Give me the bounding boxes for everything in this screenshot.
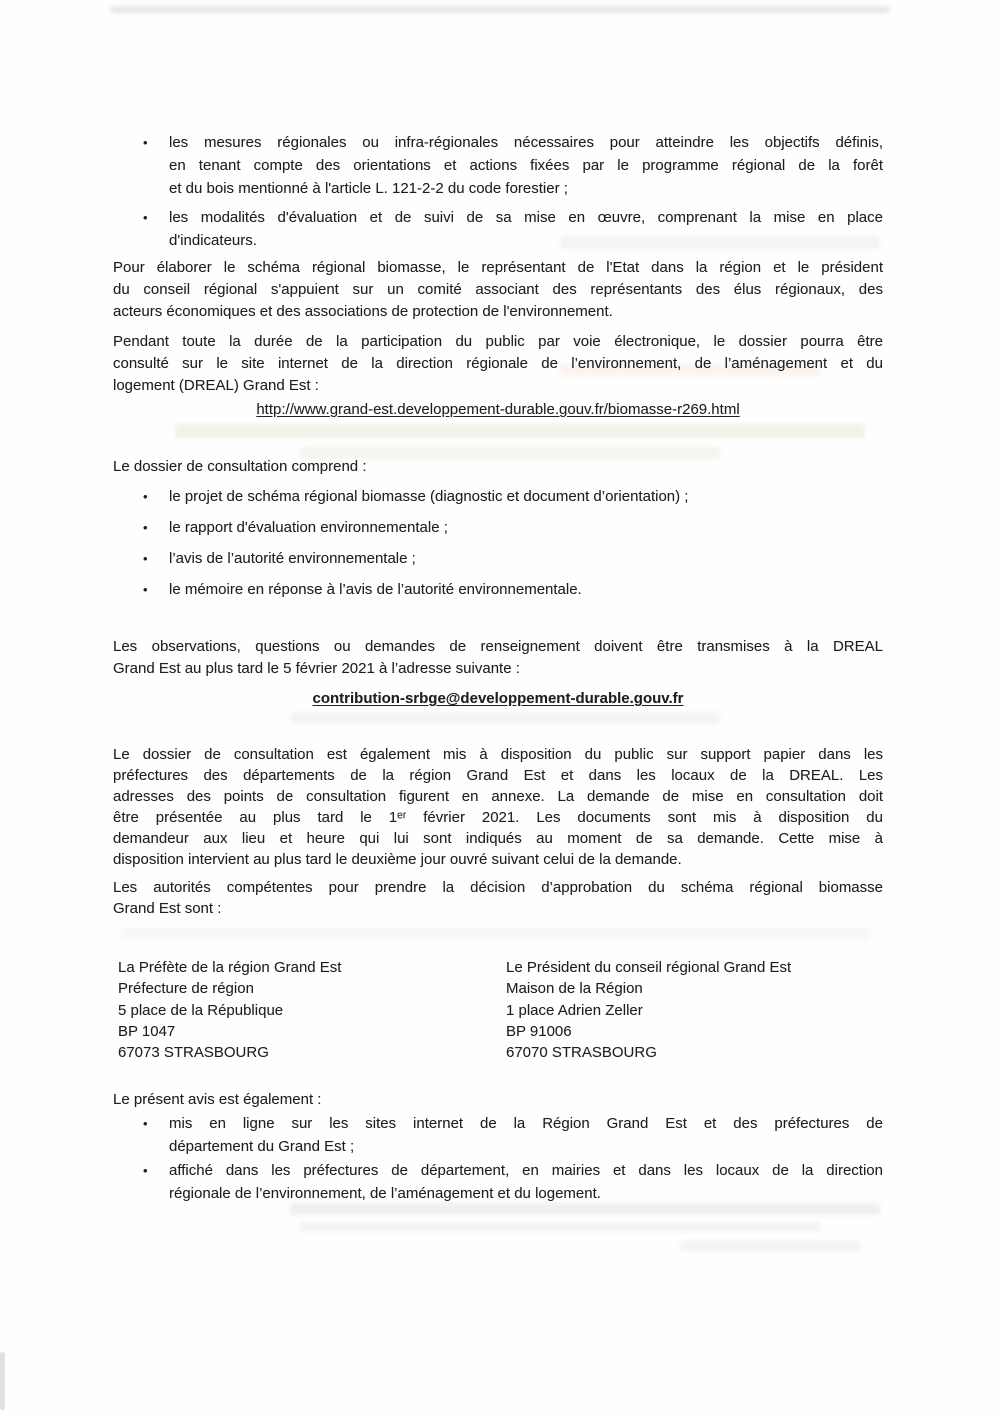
text-line: être présentée au plus tard le 1ᵉʳ février 2021. Les documents sont mis à disposition du	[113, 809, 883, 826]
email-line	[113, 688, 883, 710]
bullet-text: le projet de schéma régional biomasse (diagnostic et document d’orientation) ;	[169, 488, 689, 505]
scan-artifact	[0, 1352, 5, 1410]
text-line: demandeur aux lieu et heure qui lui sont indiqués au moment de sa demande. Cette mise à	[113, 830, 883, 847]
bullet-text	[169, 206, 883, 252]
list-item	[113, 548, 883, 570]
list-item	[113, 517, 883, 539]
text-line: affiché dans les préfectures de département, en mairies et dans les locaux de la direction	[169, 1162, 883, 1179]
text-line: acteurs économiques et des associations de protection de l'environnement.	[113, 303, 613, 320]
text-line: Grand Est au plus tard le 5 février 2021 à l’adresse suivante :	[113, 660, 520, 677]
text-line: et du bois mentionné à l'article L. 121-2-2 du code forestier ;	[169, 180, 568, 197]
bullet-icon: •	[143, 135, 148, 150]
list-item	[113, 206, 883, 252]
scan-artifact	[300, 1222, 820, 1232]
text-line: les modalités d'évaluation et de suivi de sa mise en œuvre, comprenant la mise en place	[169, 209, 883, 226]
url-line	[113, 399, 883, 421]
text-line: logement (DREAL) Grand Est :	[113, 377, 319, 394]
text-line: Les observations, questions ou demandes de renseignement doivent être transmises à la DREAL	[113, 638, 883, 655]
scan-artifact	[175, 424, 865, 438]
text-line: adresses des points de consultation figurent en annexe. La demande de mise en consultation doit	[113, 788, 883, 805]
text-line: département du Grand Est ;	[169, 1138, 355, 1155]
text-line: 67073 STRASBOURG	[118, 1044, 269, 1062]
text-line: consulté sur le site internet de la direction régionale de l’environnement, de l’aménagement et du	[113, 355, 883, 372]
avis-bullet-list	[113, 1112, 883, 1205]
scan-artifact	[110, 6, 890, 13]
text-line: Maison de la Région	[506, 980, 643, 998]
text-line: mis en ligne sur les sites internet de la Région Grand Est et des préfectures de	[169, 1115, 883, 1132]
scan-artifact	[680, 1241, 860, 1251]
intro-bullet-list	[113, 131, 883, 252]
bullet-icon: •	[143, 489, 148, 504]
paragraph-elaboration	[113, 257, 883, 323]
dossier-list	[113, 486, 883, 601]
text-line: Le dossier de consultation est également mis à disposition du public sur support papier dans les	[113, 746, 883, 763]
bullet-icon: •	[143, 210, 148, 225]
paragraph-participation	[113, 331, 883, 397]
text-line: BP 1047	[118, 1022, 176, 1040]
scan-artifact	[290, 712, 720, 724]
bullet-icon: •	[143, 1116, 148, 1131]
bullet-icon: •	[143, 582, 148, 597]
bullet-icon: •	[143, 520, 148, 535]
text-line: Grand Est sont :	[113, 900, 222, 917]
bullet-icon: •	[143, 551, 148, 566]
contact-email-link[interactable]: contribution-srbge@developpement-durable.gouv.fr	[312, 690, 684, 707]
text-line: 1 place Adrien Zeller	[506, 1001, 643, 1019]
list-item	[113, 1112, 883, 1158]
text-line: Pour élaborer le schéma régional biomasse, le représentant de l'Etat dans la région et le président	[113, 259, 883, 276]
text-line: les mesures régionales ou infra-régionales nécessaires pour atteindre les objectifs définis,	[169, 134, 883, 151]
text-line: 67070 STRASBOURG	[506, 1044, 657, 1062]
bullet-text	[169, 1159, 883, 1205]
bullet-text: le mémoire en réponse à l’avis de l’autorité environnementale.	[169, 581, 582, 598]
text-line: préfectures des départements de la région Grand Est et dans les locaux de la DREAL. Les	[113, 767, 883, 784]
text-line: Le Président du conseil régional Grand Est	[506, 959, 792, 976]
address-president	[506, 957, 886, 1063]
text-line: Préfecture de région	[118, 980, 254, 998]
text-line: 5 place de la République	[118, 1001, 284, 1019]
text-line: régionale de l’environnement, de l’aménagement et du logement.	[169, 1185, 601, 1202]
list-item	[113, 131, 883, 200]
text-line: Pendant toute la durée de la participation du public par voie électronique, le dossier pourra être	[113, 333, 883, 350]
address-prefete	[118, 957, 488, 1063]
bullet-text	[169, 1112, 883, 1158]
text-line: La Préfète de la région Grand Est	[118, 959, 342, 976]
text-line: d'indicateurs.	[169, 232, 257, 249]
paragraph-observations	[113, 636, 883, 680]
bullet-text: le rapport d'évaluation environnementale ;	[169, 519, 448, 536]
text-line: en tenant compte des orientations et actions fixées par le programme régional de la forêt	[169, 157, 883, 174]
list-item	[113, 486, 883, 508]
consultation-url-link[interactable]: http://www.grand-est.developpement-durable.gouv.fr/biomasse-r269.html	[256, 401, 740, 418]
avis-intro: Le présent avis est également :	[113, 1091, 322, 1108]
text-line: du conseil régional s'appuient sur un comité associant des représentants des élus régionaux, des	[113, 281, 883, 298]
bullet-text: l’avis de l’autorité environnementale ;	[169, 550, 416, 567]
bullet-icon: •	[143, 1163, 148, 1178]
text-line: Les autorités compétentes pour prendre la décision d’approbation du schéma régional biomasse	[113, 879, 883, 896]
text-line: disposition intervient au plus tard le deuxième jour ouvré suivant celui de la demande.	[113, 851, 682, 868]
dossier-intro: Le dossier de consultation comprend :	[113, 458, 367, 475]
text-line: BP 91006	[506, 1022, 572, 1040]
list-item	[113, 1159, 883, 1205]
list-item	[113, 579, 883, 601]
paragraph-autorites	[113, 877, 883, 919]
scan-artifact	[120, 928, 870, 940]
paragraph-papier	[113, 744, 883, 870]
bullet-text	[169, 131, 883, 200]
